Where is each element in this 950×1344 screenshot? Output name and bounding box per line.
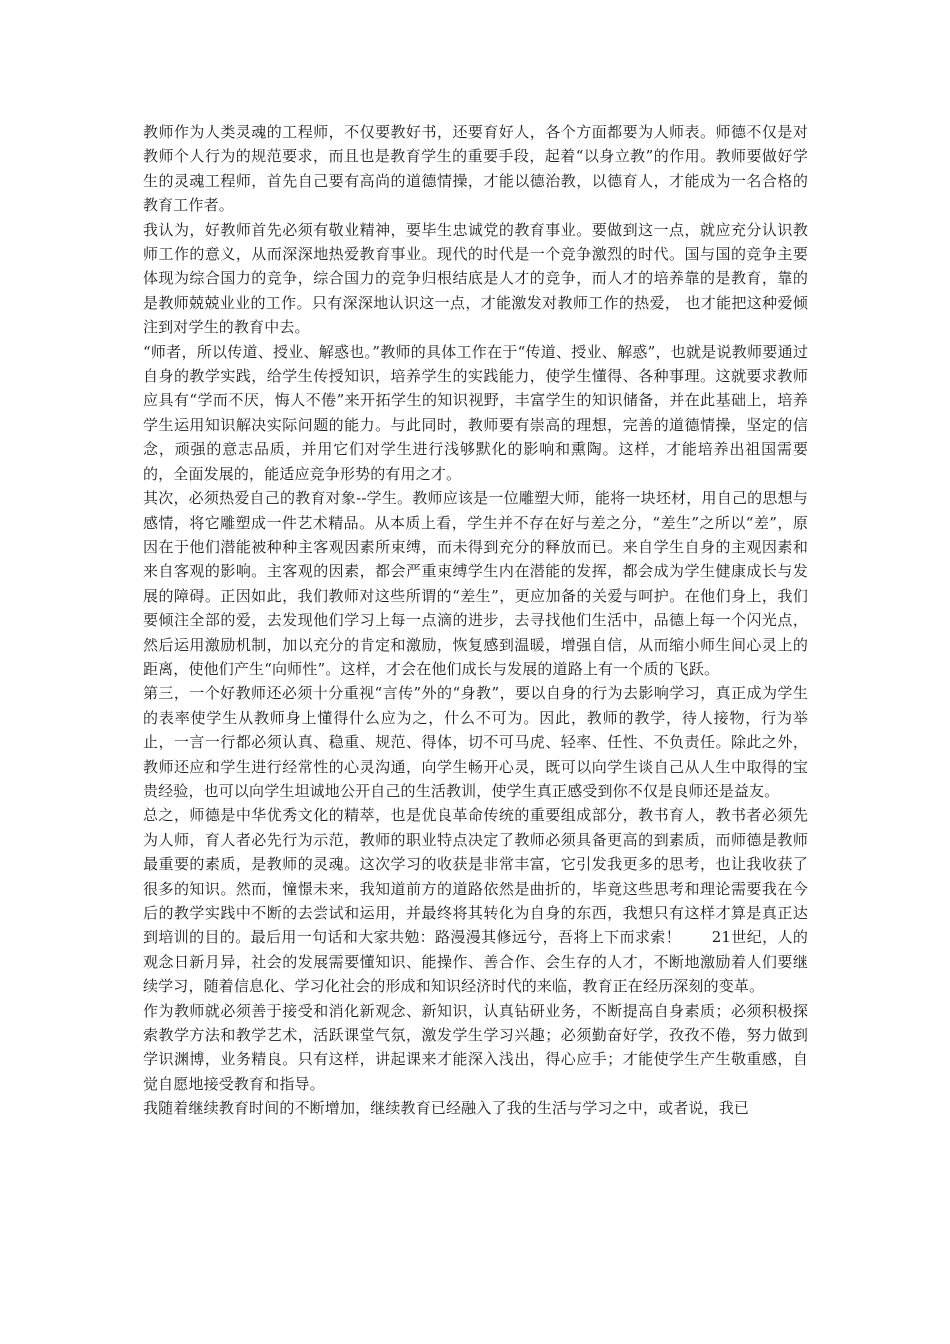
paragraph-continuous-learning: 作为教师就必须善于接受和消化新观念、新知识，认真钻研业务，不断提高自身素质；必须积极探索教学方法和教学艺术，活跃课堂气氛，激发学生学习兴趣；必须勤奋好学，孜孜不倦，努力做到学识渊博，业务精良。只有这样，讲起课来才能深入浅出，得心应手；才能使学生产生敬重感，自觉自愿地接受教育和指导。 bbox=[143, 1001, 808, 1093]
paragraph-lead-by-example: 第三，一个好教师还必须十分重视“言传”外的“身教”，要以自身的行为去影响学习，真正成为学生的表率使学生从教师身上懂得什么应为之，什么不可为。因此，教师的教学，待人接物，行为举止，一言一行都必须认真、稳重、规范、得体，切不可马虎、轻率、任性、不负责任。除此之外，教师还应和学生进行经常性的心灵沟通，向学生畅开心灵，既可以向学生谈自己从人生中取得的宝贵经验，也可以向学生坦诚地公开自己的生活教训，使学生真正感受到你不仅是良师还是益友。 bbox=[143, 684, 808, 800]
paragraph-teacher-role: 教师作为人类灵魂的工程师，不仅要教好书，还要育好人，各个方面都要为人师表。师德不仅是对教师个人行为的规范要求，而且也是教育学生的重要手段，起着“以身立教”的作用。教师要做好学生的灵魂工程师，首先自己要有高尚的道德情操，才能以德治教，以德育人，才能成为一名合格的教育工作者。 bbox=[143, 123, 808, 215]
paragraph-teaching-duties: “师者，所以传道、授业、解惑也。”教师的具体工作在于“传道、授业、解惑”，也就是说教师要通过自身的教学实践，给学生传授知识，培养学生的实践能力，使学生懂得、各种事理。这就要求教师应具有“学而不厌，悔人不倦”来开拓学生的知识视野，丰富学生的知识储备，并在此基础上，培养学生运用知识解决实际问题的能力。与此同时，教师要有崇高的理想，完善的道德情操，坚定的信念，顽强的意志品质，并用它们对学生进行浅够默化的影响和熏陶。这样，才能培养出祖国需要的，全面发展的，能适应竞争形势的有用之才。 bbox=[143, 342, 808, 483]
paragraph-love-students: 其次，必须热爱自己的教育对象--学生。教师应该是一位雕塑大师，能将一块坯材，用自己的思想与感情，将它雕塑成一件艺术精品。从本质上看，学生并不存在好与差之分，“差生”之所以“差”，原因在于他们潜能被种种主客观因素所束缚，而未得到充分的释放而已。来自学生自身的主观因素和来自客观的影响。主客观的因素，都会严重束缚学生内在潜能的发挥，都会成为学生健康成长与发展的障碍。正因如此，我们教师对这些所谓的“差生”，更应加备的关爱与呵护。在他们身上，我们要倾注全部的爱，去发现他们学习上每一点滴的进步，去寻找他们生活中，品德上每一个闪光点，然后运用激励机制，加以充分的肯定和激励，恢复感到温暖，增强自信，从而缩小师生间心灵上的距离，使他们产生“向师性”。这样，才会在他们成长与发展的道路上有一个质的飞跃。 bbox=[143, 489, 808, 678]
paragraph-continuing-education: 我随着继续教育时间的不断增加，继续教育已经融入了我的生活与学习之中，或者说，我已 bbox=[143, 1099, 750, 1118]
paragraph-conclusion: 总之，师德是中华优秀文化的精萃，也是优良革命传统的重要组成部分，教书育人，教书者必须先为人师，育人者必先行为示范，教师的职业特点决定了教师必须具备更高的到素质，而师德是教师最重要的素质，是教师的灵魂。这次学习的收获是非常丰富，它引发我更多的思考，也让我收获了很多的知识。然而，憧憬未来，我知道前方的道路依然是曲折的，毕竟这些思考和理论需要我在今后的教学实践中不断的去尝试和运用，并最终将其转化为自身的东西，我想只有这样才算是真正达到培训的目的。最后用一句话和大家共勉：路漫漫其修远兮，吾将上下而求索！ 21世纪，人的观念日新月异，社会的发展需要懂知识、能操作、善合作、会生存的人才，不断地激励着人们要继续学习，随着信息化、学习化社会的形成和知识经济时代的来临，教育正在经历深刻的变革。 bbox=[143, 806, 808, 996]
paragraph-dedication: 我认为，好教师首先必须有敬业精神，要毕生忠诚党的教育事业。要做到这一点，就应充分认识教师工作的意义，从而深深地热爱教育事业。现代的时代是一个竞争激烈的时代。国与国的竞争主要体现为综合国力的竞争，综合国力的竞争归根结底是人才的竞争，而人才的培养靠的是教育，靠的是教师兢兢业业的工作。只有深深地认识这一点，才能激发对教师工作的热爱， 也才能把这种爱倾注到对学生的教育中去。 bbox=[143, 220, 808, 337]
document-page bbox=[143, 120, 808, 1344]
